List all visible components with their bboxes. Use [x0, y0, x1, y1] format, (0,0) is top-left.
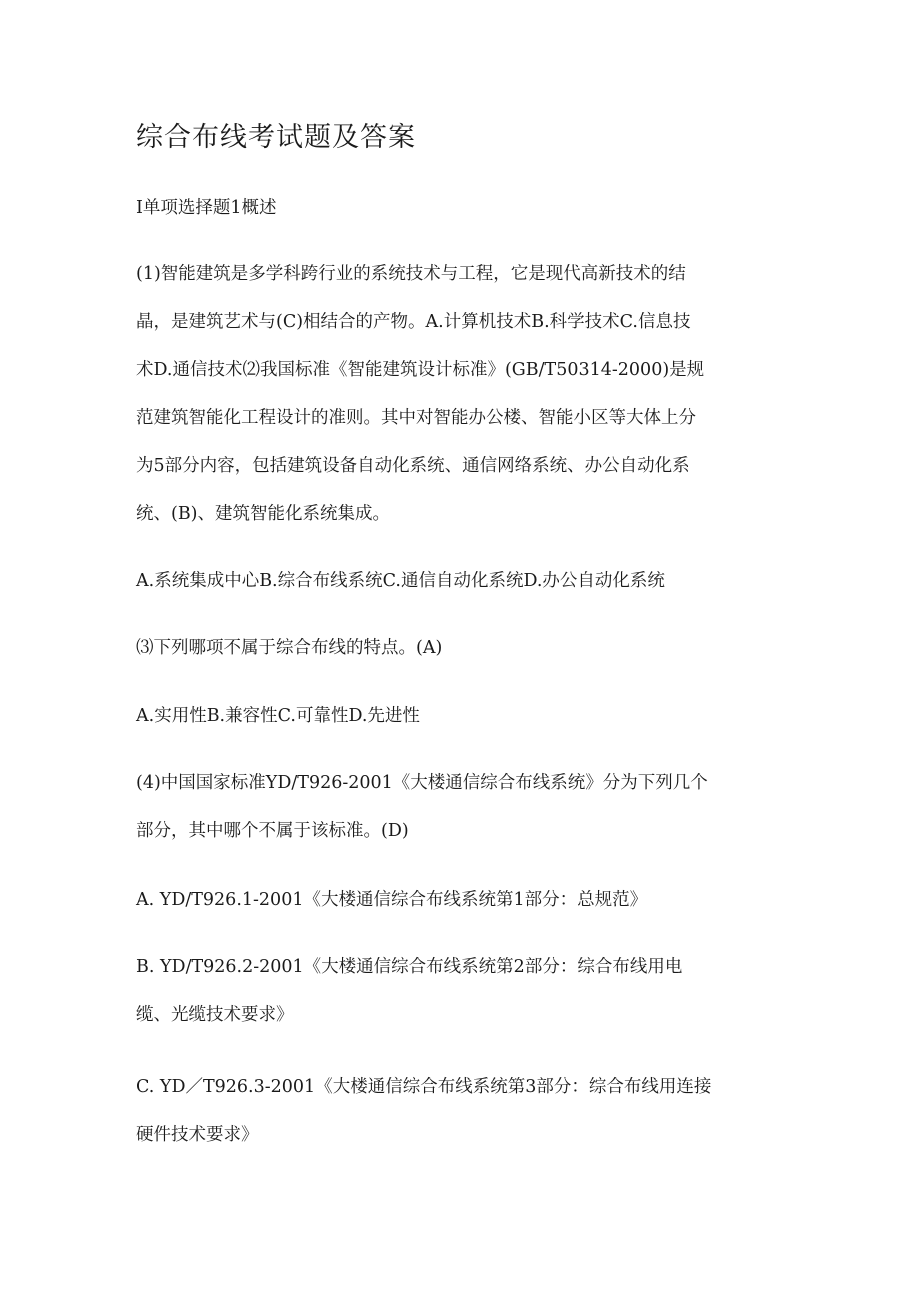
section-heading: [136, 184, 786, 232]
paragraph-line: 范建筑智能化工程设计的准则。其中对智能办公楼、智能小区等大体上分: [136, 408, 696, 428]
document-title: 综合布线考试题及答案: [136, 122, 416, 153]
paragraph-line: 统、(B)、建筑智能化系统集成。: [136, 504, 391, 524]
question-line: ⑶下列哪项不属于综合布线的特点。(A): [136, 638, 443, 658]
question-4-option-a: [136, 876, 786, 924]
option-line: 硬件技术要求》: [136, 1125, 259, 1145]
option-line: C. YD／T926.3-2001《大楼通信综合布线系统第3部分：综合布线用连接: [136, 1077, 712, 1097]
section-heading-text: I单项选择题1概述: [136, 198, 277, 218]
question-line: (4)中国国家标准YD/T926-2001《大楼通信综合布线系统》分为下列几个: [136, 773, 708, 793]
question-1-paragraph: [136, 250, 786, 538]
option-line: 缆、光缆技术要求》: [136, 1005, 294, 1025]
option-line: A. YD/T926.1-2001《大楼通信综合布线系统第1部分：总规范》: [136, 890, 648, 910]
paragraph-line: 术D.通信技术⑵我国标准《智能建筑设计标准》(GB/T50314-2000)是规: [136, 360, 705, 380]
paragraph-line: (1)智能建筑是多学科跨行业的系统技术与工程，它是现代高新技术的结: [136, 264, 686, 284]
options-line: A.实用性B.兼容性C.可靠性D.先进性: [136, 706, 420, 726]
question-3-options: [136, 692, 786, 740]
question-line: 部分，其中哪个不属于该标准。(D): [136, 821, 409, 841]
option-line: B. YD/T926.2-2001《大楼通信综合布线系统第2部分：综合布线用电: [136, 957, 683, 977]
paragraph-line: 晶，是建筑艺术与(C)相结合的产物。A.计算机技术B.科学技术C.信息技: [136, 312, 691, 332]
question-3: [136, 624, 786, 672]
paragraph-line: 为5部分内容，包括建筑设备自动化系统、通信网络系统、办公自动化系: [136, 456, 690, 476]
question-4: [136, 759, 786, 855]
question-4-option-b: [136, 943, 786, 1039]
question-4-option-c: [136, 1063, 786, 1159]
question-2-options: [136, 557, 786, 605]
options-line: A.系统集成中心B.综合布线系统C.通信自动化系统D.办公自动化系统: [136, 571, 665, 591]
